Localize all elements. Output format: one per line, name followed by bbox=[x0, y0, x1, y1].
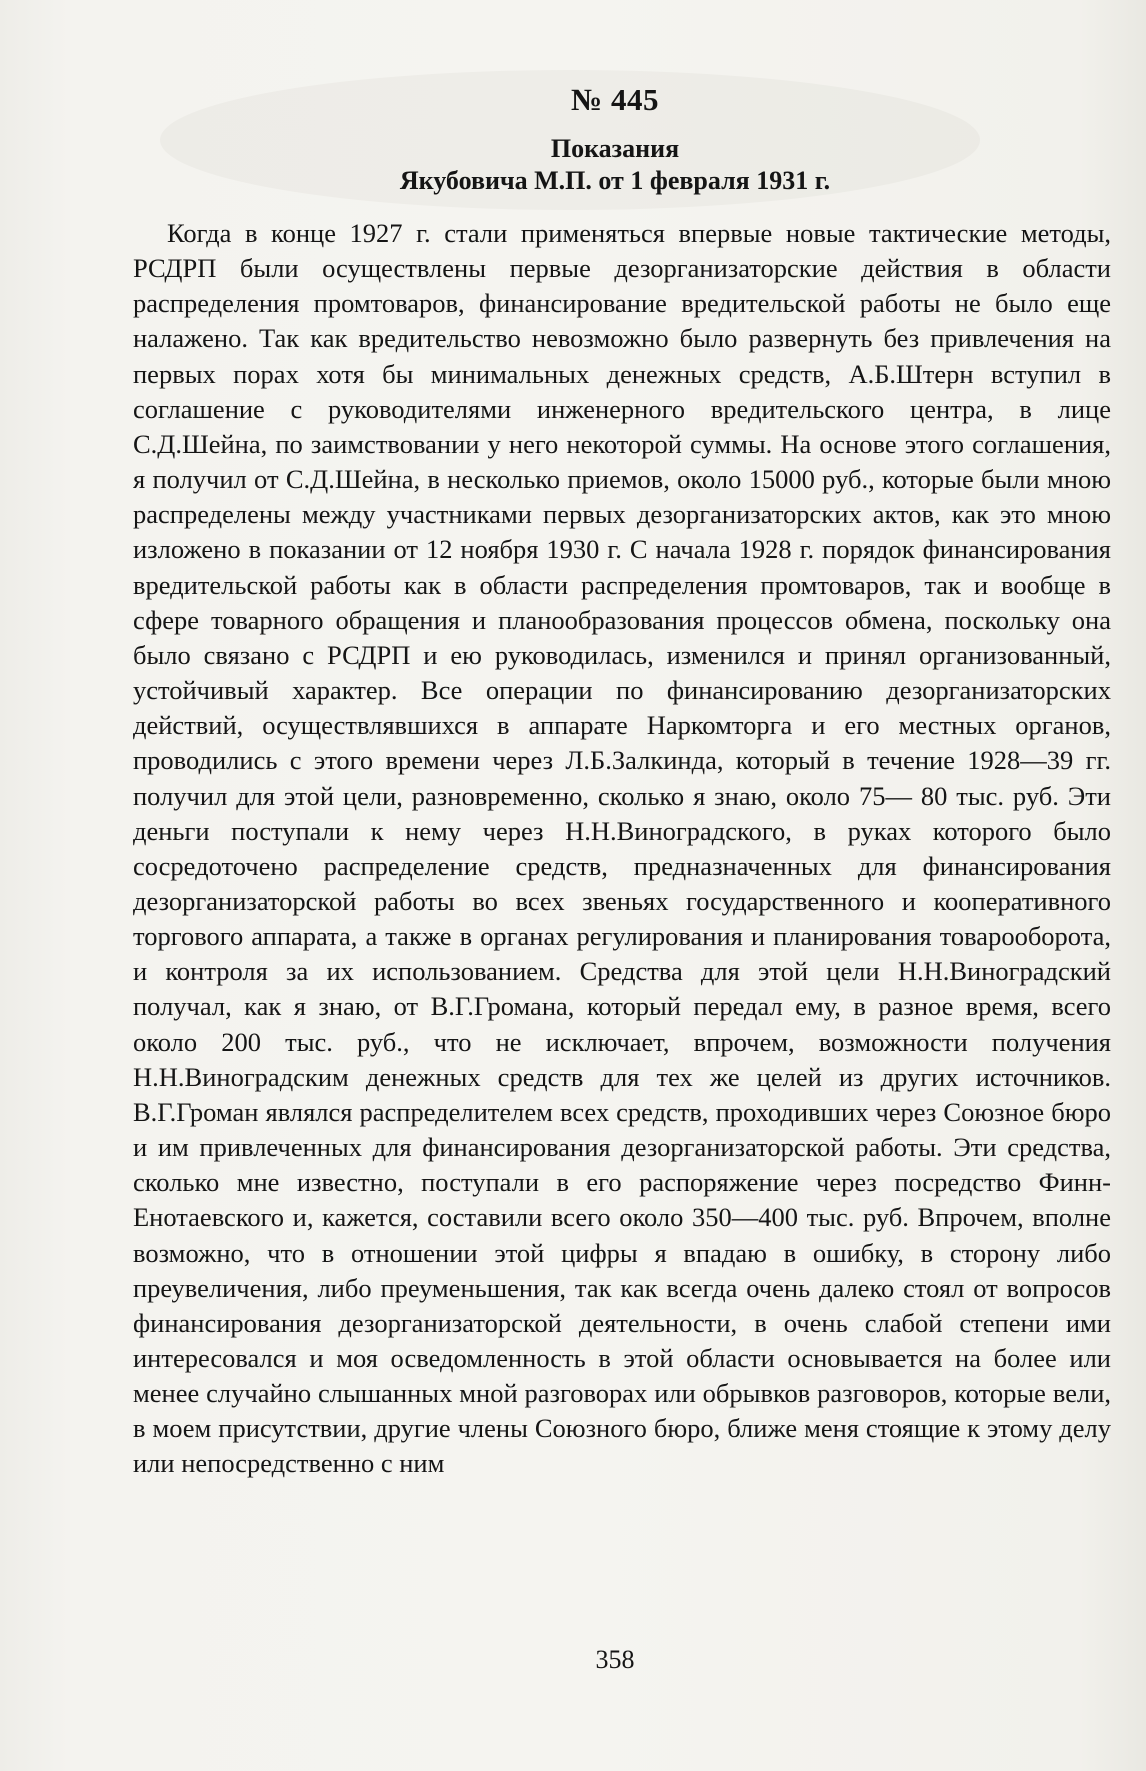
document-subtitle: Якубовича М.П. от 1 февраля 1931 г. bbox=[399, 166, 831, 195]
document-number: № 445 bbox=[571, 82, 659, 117]
document-title: Показания bbox=[550, 134, 680, 163]
testimony-body-text: Когда в конце 1927 г. стали применяться впервые новые тактические методы, РСДРП были осуществлены первые дезорганизаторские действия в области распределения промтоваров, финансирование вредительской работы не было еще налажено. Так как вредительство невозможно было развернуть без привлечения на первых порах хотя бы минимальных денежных средств, А.Б.Штерн вступил в соглашение с руководителями инженерного вредительского центра, в лице С.Д.Шейна, по заимствовании у него некоторой суммы. На основе этого соглашения, я получил от С.Д.Шейна, в несколько приемов, около 15000 руб., которые были мною распределены между участниками первых дезорганизаторских актов, как это мною изложено в показании от 12 ноября 1930 г. С начала 1928 г. порядок финансирования вредительской работы как в области распределения промтоваров, так и вообще в сфере товарного обращения и планообразования процессов обмена, поскольку она было связано с РСДРП и ею руководилась, изменился и принял организованный, устойчивый характер. Все операции по финансированию дезорганизаторских действий, осуществлявшихся в аппарате Наркомторга и его местных органов, проводились с этого времени через Л.Б.Залкинда, который в течение 1928—39 гг. получил для этой цели, разновременно, сколько я знаю, около 75— 80 тыс. руб. Эти деньги поступали к нему через Н.Н.Виноградского, в руках которого было сосредоточено распределение средств, предназначенных для финансирования дезорганизаторской работы во всех звеньях государственного и кооперативного торгового аппарата, а также в органах регулирования и планирования товарооборота, и контроля за их использованием. Средства для этой цели Н.Н.Виноградский получал, как я знаю, от В.Г.Громана, который передал ему, в разное время, всего около 200 тыс. руб., что не исключает, впрочем, возможности получения Н.Н.Виноградским денежных средств для тех же целей из других источников. В.Г.Громан являлся распределителем всех средств, проходивших через Союзное бюро и им привлеченных для финансирования дезорганизаторской работы. Эти средства, сколько мне известно, поступали в его распоряжение через посредство Финн-Енотаевского и, кажется, составили всего около 350—400 тыс. руб. Впрочем, вполне возможно, что в отношении этой цифры я впадаю в ошибку, в сторону либо преувеличения, либо преуменьшения, так как всегда очень далеко стоял от вопросов финансирования дезорганизаторской деятельности, в очень слабой степени ими интересовался и моя осведомленность в этой области основывается на более или менее случайно слышанных мной разговорах или обрывков разговоров, которые вели, в моем присутствии, другие члены Союзного бюро, ближе меня стоящие к этому делу или непосредственно с ним bbox=[133, 218, 1111, 1479]
page-number: 358 bbox=[595, 1645, 635, 1674]
